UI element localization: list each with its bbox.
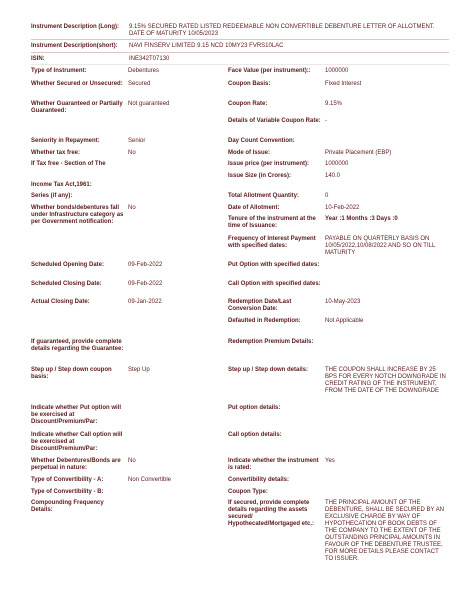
redemption-date-value: 10-May-2023	[325, 299, 361, 305]
coupon-rate-label: Coupon Rate:	[228, 101, 268, 107]
mode-of-issue-value: Private Placement (EBP)	[325, 150, 392, 156]
infrastructure-value: No	[128, 205, 136, 211]
convertibility-b-label: Type of Convertibility - B:	[31, 489, 104, 495]
convertibility-a-value: Non Convertible	[128, 477, 172, 483]
instrument-description-long-value: 9.15% SECURED RATED LISTED REDEEMABLE NON CONVERTIBLE DEBENTURE LETTER OF ALLOTMENT. DATE OF MATURITY 10/05/2023	[129, 24, 435, 37]
mode-of-issue-label: Mode of Issue:	[228, 150, 271, 156]
date-of-allotment-value: 10-Feb-2022	[325, 205, 360, 211]
convertibility-a-label: Type of Convertibility - A:	[31, 477, 104, 483]
issue-price-value: 1000000	[325, 161, 349, 167]
rated-label: Indicate whether the instrument is rated:	[228, 458, 319, 471]
actual-closing-label: Actual Closing Date:	[31, 299, 90, 305]
tenure-value: Year :1 Months :3 Days :0	[325, 216, 398, 222]
actual-closing-value: 09-Jan-2022	[128, 299, 162, 305]
put-details-label: Put option details:	[228, 405, 281, 411]
issue-size-label: Issue Size (in Crores):	[228, 173, 292, 179]
day-count-label: Day Count Convention:	[228, 138, 295, 144]
instrument-description-short-label: Instrument Description(short):	[31, 43, 118, 49]
variable-coupon-value: -	[325, 118, 327, 124]
instrument-description-short-value: NAVI FINSERV LIMITED 9.15 NCD 10MY23 FVRS10LAC	[129, 43, 284, 49]
coupon-type-label: Coupon Type:	[228, 489, 268, 495]
rated-value: Yes	[325, 458, 335, 464]
call-option-label: Call Option with specified dates:	[228, 281, 321, 287]
interest-frequency-label: Frequency of Interest Payment with specified dates:	[228, 236, 316, 249]
issue-size-value: 140.0	[325, 173, 341, 179]
call-exercise-label: Indicate whether Call option will be exercised at Discount/Premium/Par:	[31, 432, 123, 452]
scheduled-closing-label: Scheduled Closing Date:	[31, 281, 102, 287]
instrument-description-long-label: Instrument Description (Long):	[31, 24, 119, 30]
isin-value: INE342T07130	[129, 56, 170, 62]
infrastructure-label: Whether bonds/debentures fall under Infrastructure category as per Government notification:	[31, 205, 124, 225]
secured-assets-label: If secured, provide complete details regarding the assets secured/ Hypothecated/Mortgaged etc.:	[228, 500, 315, 527]
coupon-basis-label: Coupon Basis:	[228, 81, 271, 87]
total-allotment-value: 0	[325, 193, 329, 199]
face-value-value: 1000000	[325, 68, 349, 74]
seniority-value: Senior	[128, 138, 146, 144]
coupon-rate-value: 9.15%	[325, 101, 343, 107]
secured-unsecured-label: Whether Secured or Unsecured:	[31, 81, 123, 87]
type-of-instrument-value: Debentures	[128, 68, 160, 74]
guaranteed-label: Whether Guaranteed or Partially Guaranteed:	[31, 101, 123, 114]
series-label: Series (if any):	[31, 193, 73, 199]
step-coupon-basis-label: Step up / Step down coupon basis:	[31, 367, 112, 380]
date-of-allotment-label: Date of Allotment:	[228, 205, 280, 211]
perpetual-label: Whether Debentures/Bonds are perpetual in nature:	[31, 458, 121, 471]
guarantee-details-label: If guaranteed, provide complete details regarding the Guarantee:	[31, 339, 124, 352]
type-of-instrument-label: Type of Instrument:	[31, 68, 87, 74]
variable-coupon-label: Details of Variable Coupon Rate:	[228, 118, 321, 124]
tenure-label: Tenure of the instrument at the time of Issuance:	[228, 216, 316, 229]
tax-free-value: No	[128, 150, 136, 156]
seniority-label: Seniority in Repayment:	[31, 138, 100, 144]
guaranteed-value: Not guaranteed	[128, 101, 170, 107]
step-coupon-basis-value: Step Up	[128, 367, 150, 373]
tax-section-label: If Tax free - Section of The	[31, 161, 106, 167]
scheduled-closing-value: 09-Feb-2022	[128, 281, 163, 287]
issue-price-label: Issue price (per instrument):	[228, 161, 310, 167]
convertibility-details-label: Convertibility details:	[228, 477, 290, 483]
interest-frequency-value: PAYABLE ON QUARTERLY BASIS ON 10/05/2022,10/08/2022 AND SO ON TILL MATURITY	[325, 236, 436, 256]
perpetual-value: No	[128, 458, 136, 464]
scheduled-opening-label: Scheduled Opening Date:	[31, 262, 105, 268]
face-value-label: Face Value (per instrument)::	[228, 68, 311, 74]
tax-free-label: Whether tax free:	[31, 150, 81, 156]
total-allotment-label: Total Allotment Quantity:	[228, 193, 299, 199]
secured-unsecured-value: Secured	[128, 81, 151, 87]
defaulted-label: Defaulted in Redemption:	[228, 318, 301, 324]
redemption-date-label: Redemption Date/Last Conversion Date:	[228, 299, 292, 312]
put-option-label: Put Option with specified dates:	[228, 262, 320, 268]
step-details-label: Step up / Step down details:	[228, 367, 309, 373]
defaulted-value: Not Applicable	[325, 318, 364, 324]
put-exercise-label: Indicate whether Put option will be exercised at Discount/Premium/Par:	[31, 405, 122, 425]
income-tax-act-label: Income Tax Act,1961:	[31, 182, 92, 188]
call-details-label: Call option details:	[228, 432, 282, 438]
scheduled-opening-value: 09-Feb-2022	[128, 262, 163, 268]
redemption-premium-label: Redemption Premium Details:	[228, 339, 314, 345]
coupon-basis-value: Fixed Interest	[325, 81, 362, 87]
isin-label: ISIN:	[31, 56, 45, 62]
compounding-frequency-label: Compounding Frequency Details:	[31, 500, 104, 513]
secured-assets-value: THE PRINCIPAL AMOUNT OF THE DEBENTURE, SHALL BE SECURED BY AN EXCLUSIVE CHARGE BY WAY OF HYPOTHECATION OF BOOK DEBTS OF THE COMPANY TO THE EXTENT OF THE OUTSTANDING PRINCIPAL AMOUNTS IN FAVOUR OF THE DEBENTURE TRUSTEE, FOR MORE DETAILS PLEASE CONTACT TO ISSUER.	[325, 500, 445, 562]
step-details-value: THE COUPON SHALL INCREASE BY 25 BPS FOR EVERY NOTCH DOWNGRADE IN CREDIT RATING OF THE INSTRUMENT, FROM THE DATE OF THE DOWNGRADE	[325, 367, 446, 394]
